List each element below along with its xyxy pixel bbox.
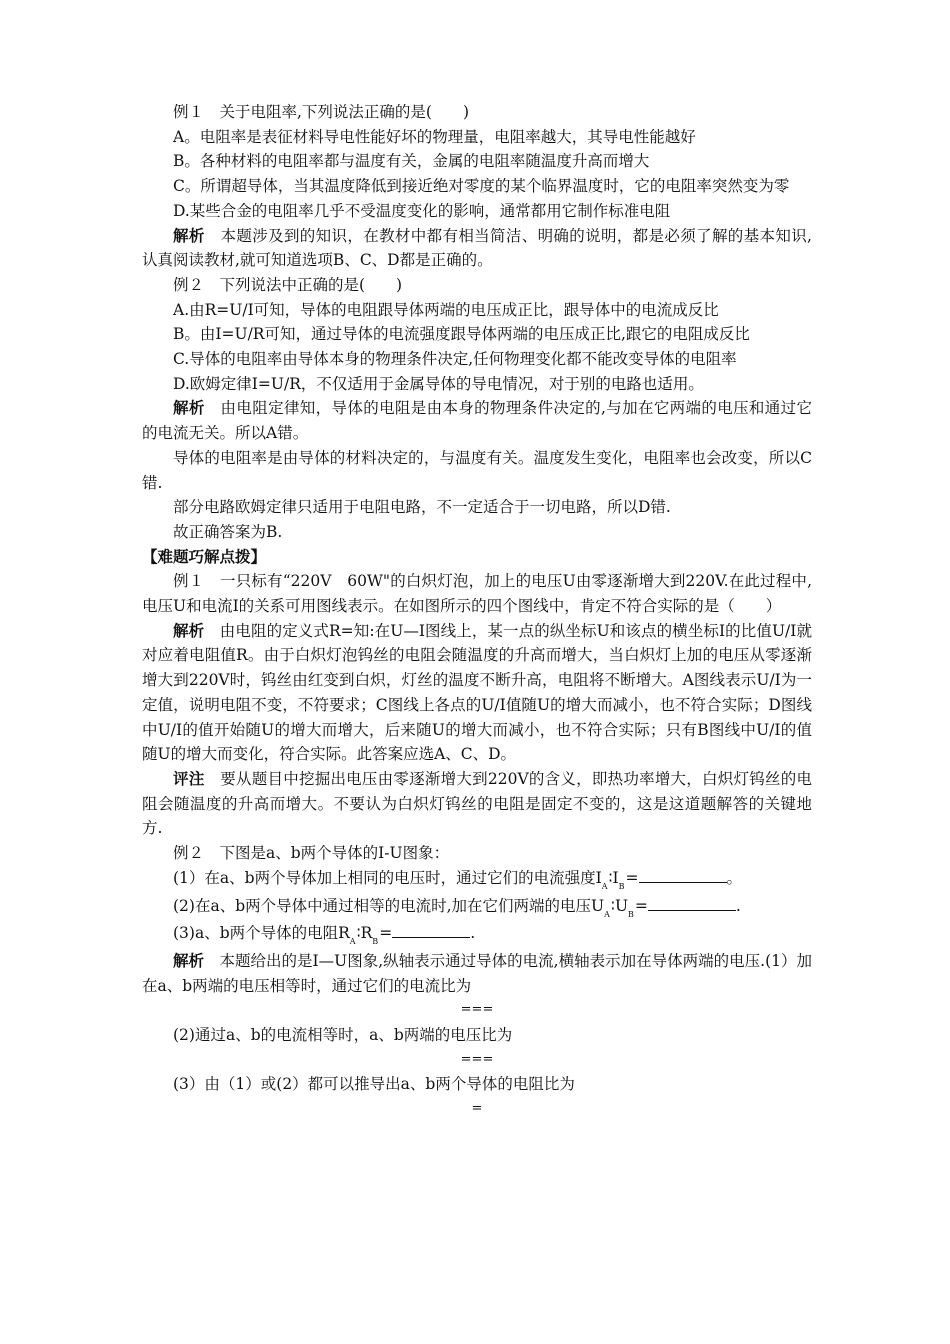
- ex4-stem: 例２ 下图是a、b两个导体的I-U图象：: [173, 844, 450, 863]
- analysis-label: 解析: [173, 399, 205, 418]
- subscript-a: A: [349, 937, 356, 947]
- ex3-comment-text: 要从题目中挖掘出电压由零逐渐增大到220V的含义，即热功率增大，白炽灯钨丝的电阻会随温度的升高而增大。不要认为白炽灯钨丝的电阻是固定不变的，这是这道题解答的关键地方.: [142, 769, 812, 838]
- ex4-step-2: (2)通过a、b的电流相等时，a、b两端的电压比为: [173, 1026, 513, 1045]
- ex2-stem: 例２ 下列说法中正确的是( ): [173, 275, 403, 294]
- q3-end: .: [470, 924, 476, 943]
- subscript-b: B: [628, 909, 634, 919]
- q1-answer-blank[interactable]: [639, 868, 727, 883]
- q1-end: 。: [726, 868, 743, 887]
- ex3-comment: [142, 767, 812, 841]
- q1-ratio: ∶I: [608, 868, 619, 887]
- q2-equals: =: [634, 896, 648, 915]
- ex1-analysis-text: 本题涉及到的知识，在教材中都有相当简洁、明确的说明，都是必须了解的基本知识,认真阅读教材,就可知道选项B、C、D都是正确的。: [142, 226, 812, 270]
- ex4-question-1: [142, 866, 812, 894]
- analysis-label: 解析: [173, 621, 205, 640]
- ex2-answer: 故正确答案为B.: [173, 522, 283, 541]
- subscript-a: A: [604, 909, 610, 919]
- section-title: 【难题巧解点拨】: [142, 547, 267, 566]
- ex2-option-d: D.欧姆定律I=U/R，不仅适用于金属导体的导电情况，对于别的电路也适用。: [173, 374, 704, 393]
- ex4-step-3: (3）由（1）或(2）都可以推导出a、b两个导体的电阻比为: [173, 1075, 575, 1094]
- ex4-analysis: [142, 949, 812, 998]
- subscript-b: B: [372, 937, 379, 947]
- equation-3: =: [471, 1101, 483, 1117]
- subscript-b: B: [618, 881, 625, 891]
- ex3-analysis: [142, 619, 812, 767]
- ex3-analysis-text: 由电阻的定义式R=知:在U—I图线上，某一点的纵坐标U和该点的横坐标I的比值U/I就对应着电阻值R。由于白炽灯泡钨丝的电阻会随温度的升高而增大，当白炽灯上加的电压从零逐渐增大到220V时，钨丝由红变到白炽，灯丝的温度不断升高，电阻将不断增大。A图线表示U/I为一定值，说明电阻不变，不符要求；C图线上各点的U/I值随U的增大而减小，也不符合实际；D图线中U/I的值开始随U的增大而增大，后来随U的增大而减小，也不符合实际；只有B图线中U/I的值随U的增大而变化，符合实际。此答案应选A、C、D。: [142, 621, 812, 764]
- q3-equals: =: [379, 924, 393, 943]
- q3-answer-blank[interactable]: [392, 923, 470, 938]
- analysis-label: 解析: [173, 951, 205, 970]
- ex4-question-2: [142, 894, 812, 922]
- subscript-a: A: [601, 881, 608, 891]
- comment-label: 评注: [173, 769, 205, 788]
- ex1-option-d: D.某些合金的电阻率几乎不受温度变化的影响，通常都用它制作标准电阻: [173, 201, 671, 220]
- ex2-analysis-2: 导体的电阻率是由导体的材料决定的，与温度有关。温度发生变化，电阻率也会改变，所以C错.: [142, 448, 812, 492]
- ex2-option-a: A.由R=U/I可知，导体的电阻跟导体两端的电压成正比，跟导体中的电流成反比: [173, 300, 719, 319]
- ex3-stem: 例１ 一只标有“220V 60W"的白炽灯泡，加上的电压U由零逐渐增大到220V.在此过程中,电压U和电流I的关系可用图线表示。在如图所示的四个图线中，肯定不符合实际的是（ ）: [142, 572, 812, 616]
- q2-ratio: ∶U: [610, 896, 629, 915]
- ex2-analysis: [142, 396, 812, 445]
- equation-2: ===: [460, 1051, 494, 1067]
- q3-text: (3)a、b两个导体的电阻R: [173, 924, 350, 943]
- ex1-option-b: B。各种材料的电阻率都与温度有关，金属的电阻率随温度升高而增大: [173, 152, 650, 171]
- ex1-analysis: [142, 224, 812, 273]
- q2-end: .: [735, 896, 741, 915]
- equation-1: ===: [460, 1002, 494, 1018]
- q2-text: (2)在a、b两个导体中通过相等的电流时,加在它们两端的电压U: [173, 896, 605, 915]
- ex4-question-3: [142, 921, 812, 949]
- q2-answer-blank[interactable]: [648, 896, 736, 911]
- ex1-stem: 例１ 关于电阻率,下列说法正确的是( ): [173, 103, 470, 121]
- ex2-analysis-text: 由电阻定律知，导体的电阻是由本身的物理条件决定的,与加在它两端的电压和通过它的电流无关。所以A错。: [142, 399, 812, 443]
- ex1-option-c: C。所谓超导体，当其温度降低到接近绝对零度的某个临界温度时，它的电阻率突然变为零: [173, 177, 790, 196]
- q1-equals: =: [625, 868, 639, 887]
- analysis-label: 解析: [173, 226, 205, 245]
- ex2-option-c: C.导体的电阻率由导体本身的物理条件决定,任何物理变化都不能改变导体的电阻率: [173, 350, 737, 369]
- ex2-option-b: B。由I=U/R可知，通过导体的电流强度跟导体两端的电压成正比,跟它的电阻成反比: [173, 325, 750, 344]
- ex4-analysis-text: 本题给出的是I—U图象,纵轴表示通过导体的电流,横轴表示加在导体两端的电压.(1）加在a、b两端的电压相等时，通过它们的电流比为: [142, 951, 812, 995]
- ex2-analysis-3: 部分电路欧姆定律只适用于电阻电路，不一定适合于一切电路，所以D错.: [173, 498, 671, 517]
- ex1-option-a: A。电阻率是表征材料导电性能好坏的物理量，电阻率越大，其导电性能越好: [173, 127, 696, 146]
- q1-text: (1）在a、b两个导体加上相同的电压时，通过它们的电流强度I: [173, 868, 602, 887]
- q3-ratio: ∶R: [356, 924, 373, 943]
